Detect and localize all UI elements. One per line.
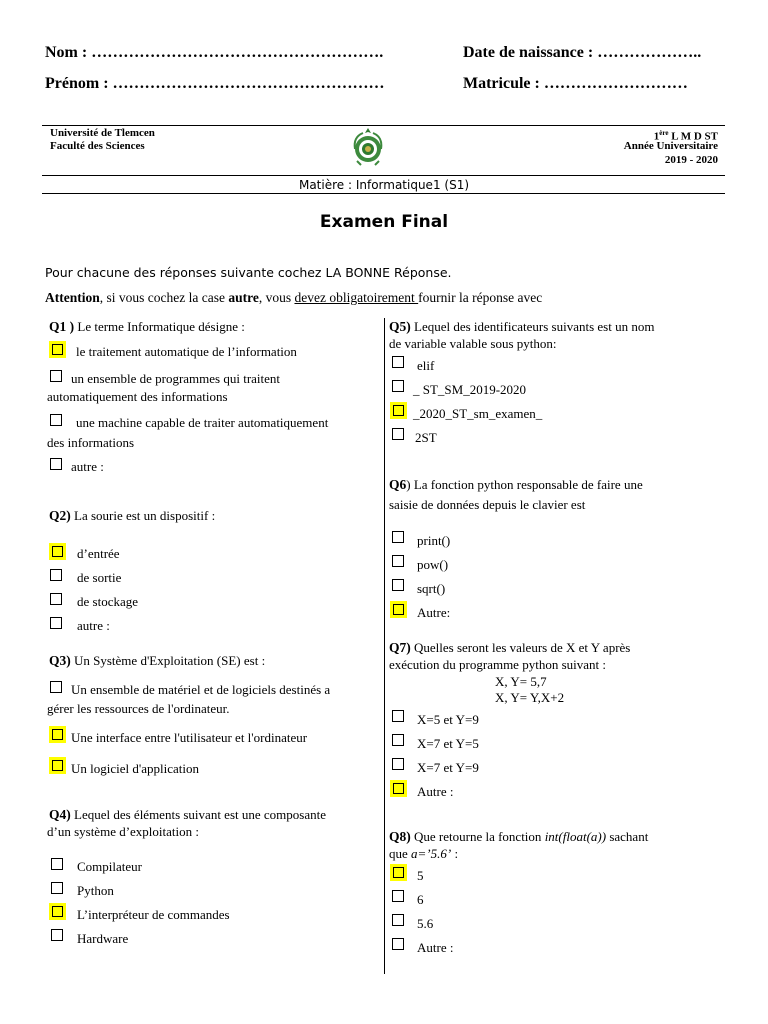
q7-text-cont: exécution du programme python suivant : (389, 657, 606, 672)
q6-option-2-checkbox[interactable] (392, 555, 404, 567)
q8-option-1-checkbox[interactable] (390, 864, 407, 881)
q8-text2-b: : (451, 846, 459, 861)
q3-option-1-label-cont: gérer les ressources de l'ordinateur. (47, 701, 230, 716)
header-top-rule (42, 125, 725, 126)
q6-heading (389, 476, 643, 493)
q5-text: Lequel des identificateurs suivants est un nom (410, 319, 655, 334)
q7-option-3-checkbox[interactable] (392, 758, 404, 770)
level-program: L M D ST (668, 130, 718, 143)
q1-option-3-checkbox[interactable] (50, 414, 62, 426)
q3-number: Q3) (49, 653, 71, 668)
q7-option-1-label: X=5 et Y=9 (417, 712, 479, 727)
q8-number: Q8) (389, 829, 411, 844)
q5-heading (389, 318, 654, 335)
q1-option-1-checkbox[interactable] (49, 341, 66, 358)
university-name: Université de Tlemcen (50, 127, 155, 139)
q2-option-2-label: de sortie (77, 570, 122, 585)
q6-text: ) La fonction python responsable de faire une (406, 477, 643, 492)
q5-text-cont: de variable valable sous python: (389, 336, 557, 351)
q5-option-3-label: _2020_ST_sm_examen_ (413, 406, 543, 421)
devez-text: devez obligatoirement (294, 290, 419, 305)
q6-number: Q6 (389, 477, 407, 492)
q4-text: Lequel des éléments suivant est une composante (70, 807, 326, 822)
prenom-field[interactable]: Prénom : …………………………………………… (45, 75, 385, 92)
exam-title: Examen Final (319, 212, 449, 232)
q8-option-4-label: Autre : (417, 940, 454, 955)
q2-option-4-checkbox[interactable] (50, 617, 62, 629)
q1-option-3-label-cont: des informations (47, 435, 135, 450)
header-bottom-rule (42, 193, 725, 194)
q6-option-4-label: Autre: (417, 605, 451, 620)
header-middle-rule (42, 175, 725, 176)
instructions-line (45, 265, 452, 281)
matricule-field[interactable]: Matricule : ……………………… (463, 75, 688, 92)
q3-heading (49, 652, 265, 669)
attention-text-c: fournir la réponse avec (418, 290, 543, 305)
q5-option-2-checkbox[interactable] (392, 380, 404, 392)
q3-option-1-checkbox[interactable] (50, 681, 62, 693)
q8-text-function: int(float(a)) (544, 829, 607, 844)
q6-text-cont: saisie de données depuis le clavier est (389, 497, 586, 512)
level-superscript: ère (659, 129, 669, 137)
level-number: 1 (653, 130, 660, 143)
q8-option-1-label: 5 (417, 868, 424, 883)
q1-text: Le terme Informatique désigne : (74, 319, 245, 334)
q1-option-3-label: une machine capable de traiter automatiquement (76, 415, 329, 430)
q1-option-2-checkbox[interactable] (50, 370, 62, 382)
q2-number: Q2) (49, 508, 71, 523)
q1-number: Q1 ) (49, 319, 75, 334)
q8-option-2-label: 6 (417, 892, 424, 907)
q8-option-2-checkbox[interactable] (392, 890, 404, 902)
academic-year: 2019 - 2020 (664, 154, 718, 166)
q4-option-4-label: Hardware (77, 931, 129, 946)
q5-option-4-label: 2ST (415, 430, 437, 445)
autre-word: autre (228, 290, 259, 305)
q6-option-3-label: sqrt() (417, 581, 446, 596)
q5-option-1-checkbox[interactable] (392, 356, 404, 368)
q3-option-3-checkbox[interactable] (49, 757, 66, 774)
q1-option-1-label: le traitement automatique de l’information (76, 344, 297, 359)
q4-option-4-checkbox[interactable] (51, 929, 63, 941)
faculty-name: Faculté des Sciences (50, 140, 145, 152)
q2-text: La sourie est un dispositif : (70, 508, 216, 523)
attention-text-b: , vous (258, 290, 295, 305)
academic-year-label: Année Universitaire (623, 140, 718, 152)
q2-option-2-checkbox[interactable] (50, 569, 62, 581)
q4-heading (49, 806, 326, 823)
q1-option-2-label-cont: automatiquement des informations (47, 389, 228, 404)
instructions-text: Pour chacune des réponses suivante cochez LA BONNE Réponse. (45, 265, 452, 280)
university-logo-icon (351, 127, 385, 167)
q2-heading (49, 507, 215, 524)
q8-text2-value: a=’5.6’ (411, 846, 452, 861)
q6-option-1-checkbox[interactable] (392, 531, 404, 543)
q1-option-4-label: autre : (71, 459, 104, 474)
q6-option-4-checkbox[interactable] (390, 601, 407, 618)
q2-option-1-checkbox[interactable] (49, 543, 66, 560)
q3-text: Un Système d'Exploitation (SE) est : (70, 653, 266, 668)
nom-field[interactable]: Nom : ………………………………………………. (45, 44, 384, 61)
q5-option-1-label: elif (417, 358, 435, 373)
q8-text-cont (389, 845, 458, 862)
q7-option-2-checkbox[interactable] (392, 734, 404, 746)
q2-option-3-label: de stockage (77, 594, 139, 609)
attention-text-a: , si vous cochez la case (99, 290, 229, 305)
q5-option-4-checkbox[interactable] (392, 428, 404, 440)
q4-number: Q4) (49, 807, 71, 822)
q1-option-4-checkbox[interactable] (50, 458, 62, 470)
q8-text-b: sachant (606, 829, 649, 844)
q7-option-4-label: Autre : (417, 784, 454, 799)
q7-option-1-checkbox[interactable] (392, 710, 404, 722)
q4-option-2-label: Python (77, 883, 114, 898)
q3-option-2-checkbox[interactable] (49, 726, 66, 743)
q6-option-3-checkbox[interactable] (392, 579, 404, 591)
q1-heading (49, 318, 245, 335)
q7-code-line-2: X, Y= Y,X+2 (495, 690, 565, 705)
q8-text2-a: que (389, 846, 412, 861)
q4-text-cont: d’un système d’exploitation : (47, 824, 200, 839)
q3-option-2-label: Une interface entre l'utilisateur et l'ordinateur (71, 730, 308, 745)
q4-option-3-checkbox[interactable] (49, 903, 66, 920)
q4-option-2-checkbox[interactable] (51, 882, 63, 894)
q8-option-3-label: 5.6 (417, 916, 434, 931)
q7-option-2-label: X=7 et Y=5 (417, 736, 479, 751)
q4-option-3-label: L’interpréteur de commandes (77, 907, 230, 922)
date-naissance-field[interactable]: Date de naissance : ……………….. (463, 44, 702, 61)
q4-option-1-checkbox[interactable] (51, 858, 63, 870)
q6-option-1-label: print() (417, 533, 451, 548)
q7-option-3-label: X=7 et Y=9 (417, 760, 479, 775)
q5-number: Q5) (389, 319, 411, 334)
q6-option-2-label: pow() (417, 557, 449, 572)
attention-word: Attention (45, 290, 100, 305)
column-separator (384, 318, 385, 974)
q8-heading (389, 828, 648, 845)
q2-option-4-label: autre : (77, 618, 110, 633)
q1-option-2-label: un ensemble de programmes qui traitent (71, 371, 281, 386)
q2-option-1-label: d’entrée (77, 546, 120, 561)
q3-option-1-label: Un ensemble de matériel et de logiciels destinés a (71, 682, 331, 697)
q8-option-4-checkbox[interactable] (392, 938, 404, 950)
q3-option-3-label: Un logiciel d'application (71, 761, 199, 776)
attention-line (45, 290, 542, 306)
q7-option-4-checkbox[interactable] (390, 780, 407, 797)
q8-option-3-checkbox[interactable] (392, 914, 404, 926)
subject-line: Matière : Informatique1 (S1) (298, 178, 470, 192)
q7-heading (389, 639, 630, 656)
q8-text-a: Que retourne la fonction (410, 829, 545, 844)
q5-option-3-checkbox[interactable] (390, 402, 407, 419)
q4-option-1-label: Compilateur (77, 859, 142, 874)
q2-option-3-checkbox[interactable] (50, 593, 62, 605)
q5-option-2-label: _ ST_SM_2019-2020 (413, 382, 527, 397)
q7-code-line-1: X, Y= 5,7 (495, 674, 547, 689)
q7-text: Quelles seront les valeurs de X et Y après (410, 640, 631, 655)
q7-number: Q7) (389, 640, 411, 655)
